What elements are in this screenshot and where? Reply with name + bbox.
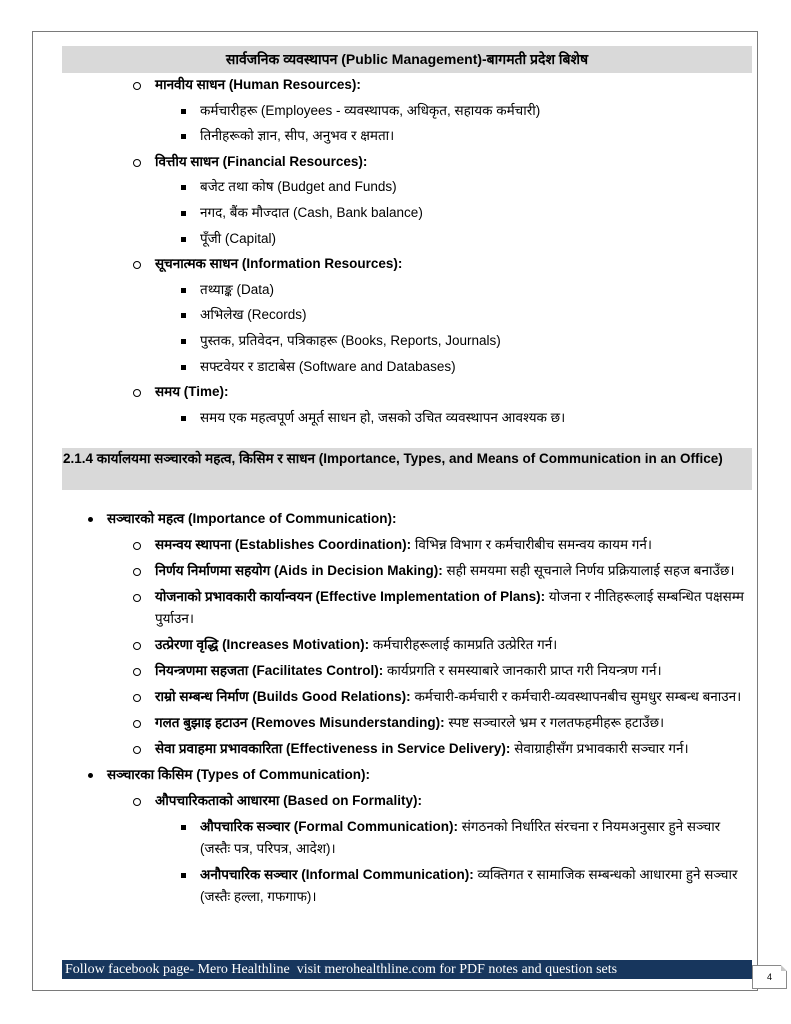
resource-item xyxy=(0,407,791,429)
circle-bullet-icon xyxy=(133,261,141,269)
types-item-desc: व्यक्तिगत र सामाजिक सम्बन्धको आधारमा हुने सञ्चार (जस्तैः हल्ला, गफगाफ)। xyxy=(200,867,738,904)
circle-bullet-icon xyxy=(133,720,141,728)
resource-item xyxy=(0,125,791,147)
resource-item-text: अभिलेख (Records) xyxy=(200,307,307,323)
resource-group-label: मानवीय साधन (Human Resources): xyxy=(155,77,361,92)
importance-item-term: नियन्त्रणमा सहजता (Facilitates Control): xyxy=(155,663,384,678)
importance-item-desc: कर्मचारी-कर्मचारी र कर्मचारी-व्यवस्थापनबीच सुमधुर सम्बन्ध बनाउन। xyxy=(414,689,742,704)
footer-text: Follow facebook page- Mero Healthline visit merohealthline.com for PDF notes and question sets xyxy=(65,962,618,977)
circle-bullet-icon xyxy=(133,82,141,90)
circle-bullet-icon xyxy=(133,389,141,397)
importance-item-term: सेवा प्रवाहमा प्रभावकारिता (Effectiveness in Service Delivery): xyxy=(155,741,511,756)
resource-item-text: पूँजी (Capital) xyxy=(200,230,276,246)
importance-item-desc: योजना र नीतिहरूलाई सम्बन्धित पक्षसम्म पुर्याउन। xyxy=(155,589,744,626)
section-heading: 2.1.4 कार्यालयमा सञ्चारको महत्व, किसिम र साधन (Importance, Types, and Means of Communication in an Office) xyxy=(63,451,723,466)
resource-item xyxy=(0,330,791,352)
importance-item-desc: कार्यप्रगति र समस्याबारे जानकारी प्राप्त गरी नियन्त्रण गर्न। xyxy=(387,663,662,678)
importance-item-term: निर्णय निर्माणमा सहयोग (Aids in Decision Making): xyxy=(155,563,443,578)
importance-title: सञ्चारको महत्व (Importance of Communication): xyxy=(107,511,397,526)
square-bullet-icon xyxy=(181,237,186,242)
circle-bullet-icon xyxy=(133,798,141,806)
importance-item-term: राम्रो सम्बन्ध निर्माण (Builds Good Relations): xyxy=(155,689,411,704)
section-heading-bar xyxy=(62,448,752,490)
importance-item-desc: स्पष्ट सञ्चारले भ्रम र गलतफहमीहरू हटाउँछ। xyxy=(448,715,665,730)
circle-bullet-icon xyxy=(133,594,141,602)
square-bullet-icon xyxy=(181,109,186,114)
resource-item xyxy=(0,176,791,198)
resource-group-information xyxy=(0,253,791,275)
resource-item xyxy=(0,304,791,326)
circle-bullet-icon xyxy=(133,668,141,676)
types-item-term: अनौपचारिक सञ्चार (Informal Communication): xyxy=(200,867,474,882)
page-header-bar xyxy=(62,46,752,73)
importance-item xyxy=(0,634,791,656)
disc-bullet-icon xyxy=(88,773,93,778)
circle-bullet-icon xyxy=(133,159,141,167)
circle-bullet-icon xyxy=(133,746,141,754)
types-group-heading xyxy=(0,790,791,812)
circle-bullet-icon xyxy=(133,568,141,576)
disc-bullet-icon xyxy=(88,517,93,522)
resource-group-time xyxy=(0,381,791,403)
resource-item xyxy=(0,100,791,122)
importance-item-term: समन्वय स्थापना (Establishes Coordination): xyxy=(155,537,412,552)
resource-item-text: तथ्याङ्क (Data) xyxy=(200,281,275,297)
resource-group-label: सूचनात्मक साधन (Information Resources): xyxy=(155,256,403,272)
page-header-title: सार्वजनिक व्यवस्थापन (Public Management)-बागमती प्रदेश बिशेष xyxy=(225,51,589,67)
importance-item xyxy=(0,586,791,630)
types-item-term: औपचारिक सञ्चार (Formal Communication): xyxy=(200,819,458,834)
importance-item-term: योजनाको प्रभावकारी कार्यान्वयन (Effective Implementation of Plans): xyxy=(155,589,546,604)
resource-group-human xyxy=(0,74,791,96)
circle-bullet-icon xyxy=(133,542,141,550)
square-bullet-icon xyxy=(181,825,186,830)
square-bullet-icon xyxy=(181,416,186,421)
circle-bullet-icon xyxy=(133,694,141,702)
types-item-desc: संगठनको निर्धारित संरचना र नियमअनुसार हुने सञ्चार (जस्तैः पत्र, परिपत्र, आदेश)। xyxy=(200,819,721,856)
resource-item xyxy=(0,279,791,301)
resource-item-text: नगद, बैंक मौज्दात (Cash, Bank balance) xyxy=(200,204,423,220)
types-item xyxy=(0,864,791,908)
importance-item-desc: कर्मचारीहरूलाई कामप्रति उत्प्रेरित गर्न। xyxy=(372,637,558,652)
types-title: सञ्चारका किसिम (Types of Communication): xyxy=(107,767,370,782)
square-bullet-icon xyxy=(181,339,186,344)
types-item xyxy=(0,816,791,860)
resource-item-text: पुस्तक, प्रतिवेदन, पत्रिकाहरू (Books, Reports, Journals) xyxy=(200,332,501,348)
resource-item-text: तिनीहरूको ज्ञान, सीप, अनुभव र क्षमता। xyxy=(200,128,395,144)
page-number: 4 xyxy=(766,972,772,982)
importance-item-term: गलत बुझाइ हटाउन (Removes Misunderstanding): xyxy=(155,715,445,730)
importance-item-desc: सही समयमा सही सूचनाले निर्णय प्रक्रियालाई सहज बनाउँछ। xyxy=(446,563,735,578)
square-bullet-icon xyxy=(181,365,186,370)
resource-group-financial xyxy=(0,151,791,173)
importance-item xyxy=(0,560,791,582)
page-number-box xyxy=(752,965,787,989)
importance-item xyxy=(0,686,791,708)
types-heading xyxy=(0,764,791,786)
square-bullet-icon xyxy=(181,313,186,318)
resource-item-text: कर्मचारीहरू (Employees - व्यवस्थापक, अधिकृत, सहायक कर्मचारी) xyxy=(200,102,541,118)
importance-item xyxy=(0,534,791,556)
square-bullet-icon xyxy=(181,185,186,190)
resource-item-text: समय एक महत्वपूर्ण अमूर्त साधन हो, जसको उचित व्यवस्थापन आवश्यक छ। xyxy=(200,409,566,425)
communication-list xyxy=(0,508,791,908)
importance-item-term: उत्प्रेरणा वृद्धि (Increases Motivation): xyxy=(155,637,370,652)
types-group-title: औपचारिकताको आधारमा (Based on Formality): xyxy=(155,793,422,808)
resource-item xyxy=(0,356,791,378)
importance-item-desc: विभिन्न विभाग र कर्मचारीबीच समन्वय कायम गर्न। xyxy=(414,537,653,552)
square-bullet-icon xyxy=(181,211,186,216)
importance-item xyxy=(0,738,791,760)
resource-item xyxy=(0,228,791,250)
importance-item xyxy=(0,712,791,734)
square-bullet-icon xyxy=(181,873,186,878)
resource-item-text: सफ्टवेयर र डाटाबेस (Software and Databases) xyxy=(200,358,456,374)
importance-item-desc: सेवाग्राहीसँग प्रभावकारी सञ्चार गर्न। xyxy=(514,741,689,756)
circle-bullet-icon xyxy=(133,642,141,650)
footer-bar xyxy=(62,960,752,979)
resource-group-label: समय (Time): xyxy=(155,384,229,400)
resources-list xyxy=(0,74,791,429)
square-bullet-icon xyxy=(181,134,186,139)
resource-group-label: वित्तीय साधन (Financial Resources): xyxy=(155,153,368,169)
resource-item-text: बजेट तथा कोष (Budget and Funds) xyxy=(200,179,397,195)
square-bullet-icon xyxy=(181,288,186,293)
resource-item xyxy=(0,202,791,224)
importance-heading xyxy=(0,508,791,530)
importance-item xyxy=(0,660,791,682)
